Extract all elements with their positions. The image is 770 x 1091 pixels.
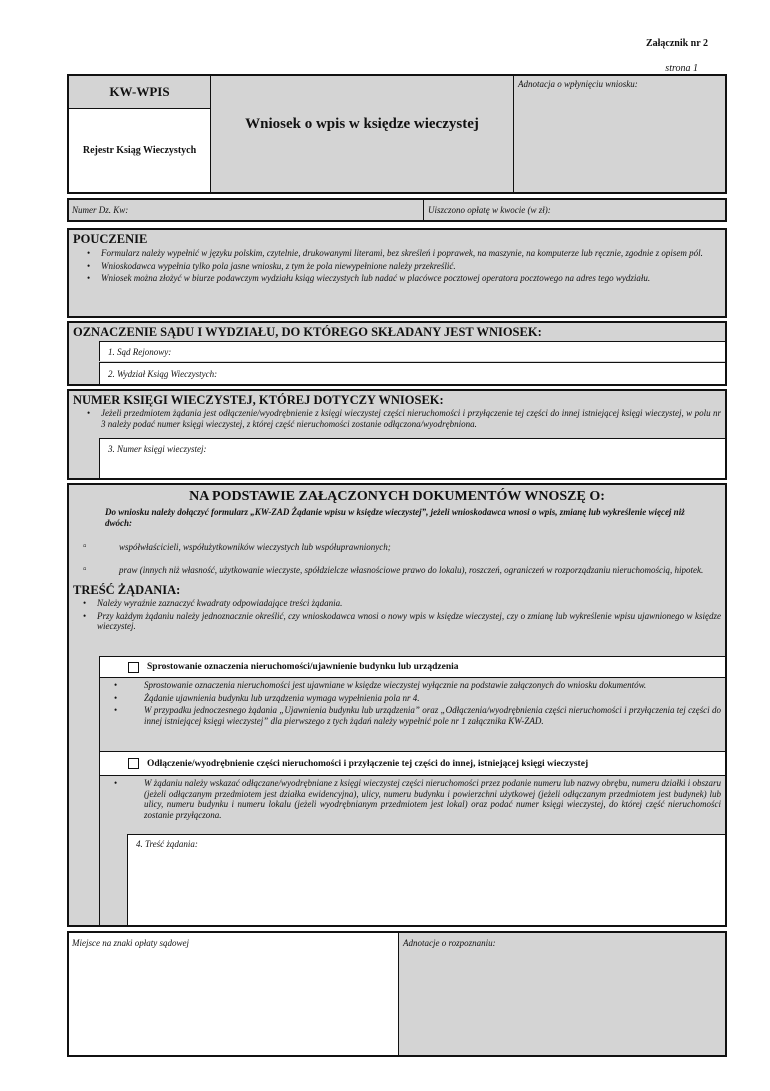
list-item: • Żądanie ujawnienia budynku lub urządzenia wymaga wypełnienia pola nr 4. (100, 693, 721, 704)
book-number-notes (69, 408, 725, 429)
receipt-note-label: Adnotacja o wpłynięciu wniosku: (518, 79, 638, 89)
request-section (67, 483, 727, 927)
journal-number-field[interactable] (69, 200, 424, 220)
instructions-title: POUCZENIE (73, 232, 148, 246)
journal-number-label: Numer Dz. Kw: (72, 205, 129, 215)
fee-paid-label: Uiszczono opłatę w kwocie (w zł): (428, 205, 551, 215)
option-separation-checkbox-row[interactable] (99, 751, 725, 776)
list-item: • Wnioskodawca wypełnia tylko pola jasne wniosku, z tym że pola niewypełnione należy przekreślić. (73, 261, 721, 272)
review-notes-field[interactable] (399, 933, 725, 1055)
fee-paid-field[interactable] (424, 200, 725, 220)
instructions-list (73, 248, 721, 284)
attachment-label: Załącznik nr 2 (645, 38, 708, 49)
review-notes-label: Adnotacje o rozpoznaniu: (403, 938, 496, 948)
option-separation-checkbox[interactable] (128, 758, 139, 769)
form-header-block (67, 74, 727, 194)
option-correction-notes (99, 678, 725, 751)
book-number-title: NUMER KSIĘGI WIECZYSTEJ, KTÓREJ DOTYCZY WNIOSEK: (73, 393, 444, 407)
list-item: • W przypadku jednoczesnego żądania „Ujawnienia budynku lub urządzenia” oraz „Odłączenia/wyodrębnienia części nieruchomości i przyłączenia tej części do innej istniejącej księgi wieczystej” dla pierwszego z tych żądań należy wypełnić pole nr 1 załącznika KW-ZAD. (100, 705, 721, 726)
page-number: strona 1 (665, 63, 698, 74)
receipt-note-field[interactable] (514, 76, 725, 192)
list-item: • Formularz należy wypełnić w języku polskim, czytelnie, drukowanymi literami, bez skreśleń i poprawek, na maszynie, na komputerze lub ręcznie, zgodnie z opisem pól. (73, 248, 721, 259)
request-list (69, 598, 725, 632)
option-separation-label: Odłączenie/wyodrębnienie części nieruchomości i przyłączenie tej części do innej, istniejącej księgi wieczystej (147, 758, 589, 769)
list-item: • W żądaniu należy wskazać odłączane/wyodrębniane z księgi wieczystej części nieruchomości przez podanie numeru lub nazwy obrębu, numeru działki i obszaru (jeżeli odłączanym przedmiotem jest działka ewidencyjna), ulicy, numeru budynku i powierzchni użytkowej (jeżeli odłączanym przedmiotem jest budynek) lub ulicy, numeru budynku i numeru lokalu (jeżeli wyodrębnianym przedmiotem jest lokal) oraz podać numer księgi wieczystej, do której część nieruchomości zostanie przyłączona. (100, 778, 721, 820)
request-content-field[interactable] (127, 834, 725, 925)
option-correction-label: Sprostowanie oznaczenia nieruchomości/ujawnienie budynku lub urządzenia (147, 662, 459, 672)
option-correction-checkbox[interactable] (128, 662, 139, 673)
basis-note: Do wniosku należy dołączyć formularz „KW-ZAD Żądanie wpisu w księdze wieczystej”, jeżeli wnioskodawca wnosi o wpis, zmianę lub wykreślenie więcej niż dwóch: (105, 507, 685, 528)
list-item: • Sprostowanie oznaczenia nieruchomości jest ujawniane w księdze wieczystej wyłącznie na podstawie załączonych do wniosku dokumentów. (100, 680, 721, 691)
fee-stamps-label: Miejsce na znaki opłaty sądowej (72, 938, 189, 948)
land-registry-division-field[interactable] (99, 362, 725, 384)
court-name-label: 1. Sąd Rejonowy: (108, 347, 172, 357)
form-title: Wniosek o wpis w księdze wieczystej (211, 76, 514, 192)
list-item: • Jeżeli przedmiotem żądania jest odłączenie/wyodrębnienie z księgi wieczystej części nieruchomości i przyłączenie tej części do innej istniejącej księgi wieczystej, w polu nr 3 należy podać numer księgi wieczystej, z której część nieruchomości zostanie odłączona/wyodrębniona. (73, 408, 721, 429)
list-item: ▫ współwłaścicieli, współużytkowników wieczystych lub współuprawnionych; (69, 542, 721, 553)
field4-margin (99, 834, 127, 925)
list-item: • Wniosek można złożyć w biurze podawczym wydziału ksiąg wieczystych lub nadać w placówce pocztowej operatora pocztowego na adres tego wydziału. (73, 273, 721, 284)
instructions-section (67, 228, 727, 318)
basis-list (69, 542, 725, 575)
request-content-label: 4. Treść żądania: (136, 839, 198, 849)
option-correction-checkbox-row[interactable] (99, 656, 725, 678)
list-item: ▫ praw (innych niż własność, użytkowanie wieczyste, spółdzielcze własnościowe prawo do lokalu), roszczeń, ograniczeń w rozporządzaniu nieruchomością, hipotek. (69, 565, 721, 576)
book-number-label: 3. Numer księgi wieczystej: (108, 444, 207, 454)
basis-title: NA PODSTAWIE ZAŁĄCZONYCH DOKUMENTÓW WNOSZĘ O: (189, 489, 605, 504)
option-separation-notes (99, 776, 725, 834)
court-section (67, 321, 727, 386)
court-name-field[interactable] (99, 341, 725, 361)
form-code: KW-WPIS (69, 76, 211, 109)
fee-stamps-field[interactable] (69, 933, 399, 1055)
registration-row (67, 198, 727, 222)
book-number-field[interactable] (99, 438, 725, 478)
list-item: • Należy wyraźnie zaznaczyć kwadraty odpowiadające treści żądania. (69, 598, 721, 609)
bottom-block (67, 931, 727, 1057)
request-title: TREŚĆ ŻĄDANIA: (73, 583, 181, 597)
list-item: • Przy każdym żądaniu należy jednoznacznie określić, czy wnioskodawca wnosi o nowy wpis w księdze wieczystej, czy o zmianę lub wykreślenie wpisu ujawnionego w księdze wieczystej. (69, 611, 721, 632)
court-title: OZNACZENIE SĄDU I WYDZIAŁU, DO KTÓREGO SKŁADANY JEST WNIOSEK: (73, 325, 542, 339)
land-registry-division-label: 2. Wydział Ksiąg Wieczystych: (108, 369, 218, 379)
book-number-section (67, 389, 727, 480)
registry-label: Rejestr Ksiąg Wieczystych (69, 109, 211, 192)
